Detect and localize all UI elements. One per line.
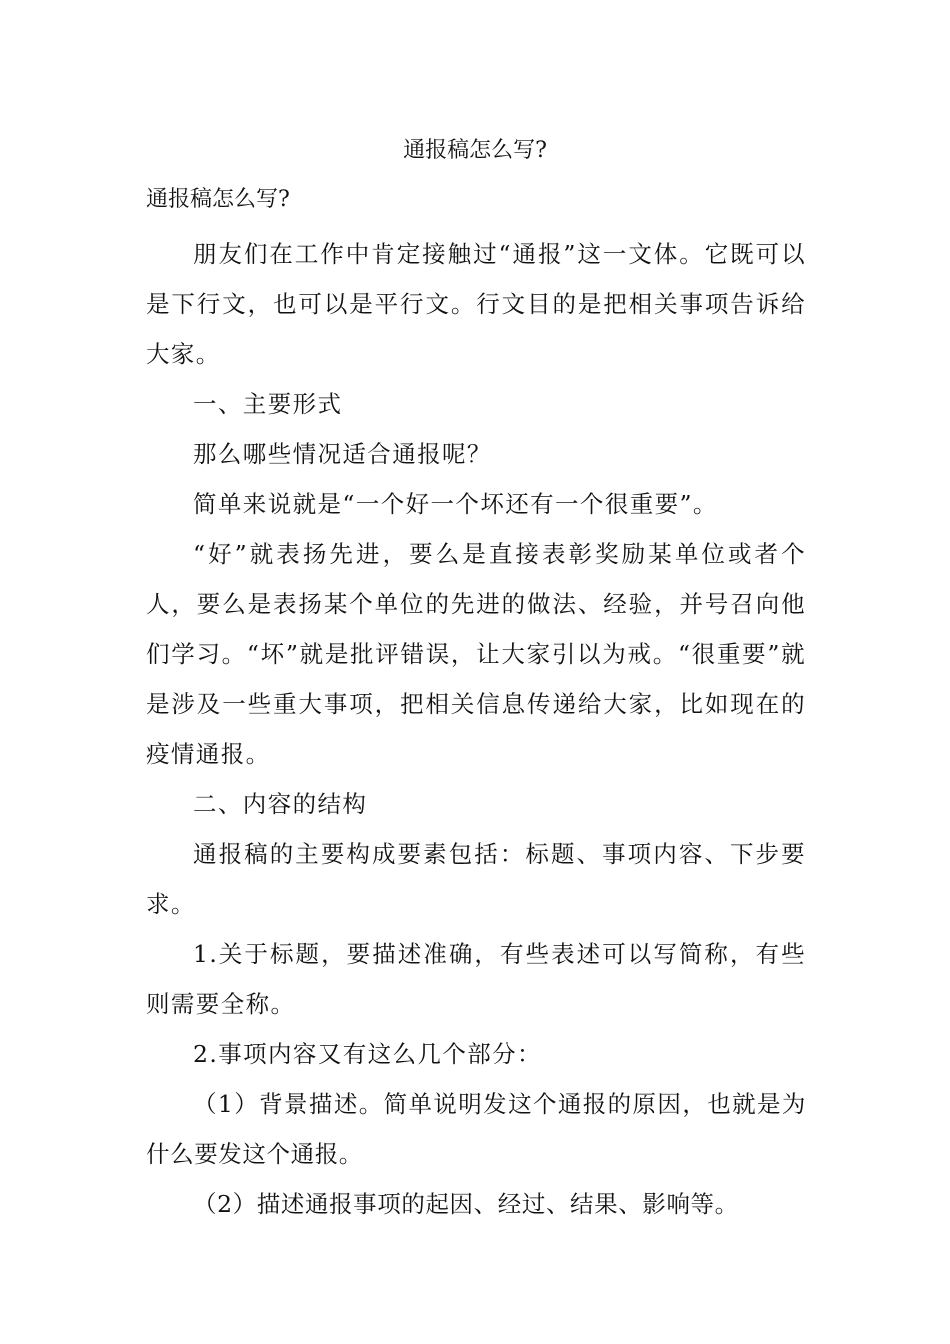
paragraph-good-bad-important: “好”就表扬先进，要么是直接表彰奖励某单位或者个人，要么是表扬某个单位的先进的做法、经验，并号召向他们学习。“坏”就是批评错误，让大家引以为戒。“很重要”就是涉及一些重大事项，把相关信息传递给大家，比如现在的疫情通报。 xyxy=(146,540,806,768)
paragraph-intro: 朋友们在工作中肯定接触过“通报”这一文体。它既可以是下行文，也可以是平行文。行文目的是把相关事项告诉给大家。 xyxy=(146,240,806,368)
sub-item-description: （2）描述通报事项的起因、经过、结果、影响等。 xyxy=(193,1190,739,1218)
list-item-content: 2.事项内容又有这么几个部分： xyxy=(193,1040,542,1068)
section-heading-structure: 二、内容的结构 xyxy=(193,790,368,818)
document-body xyxy=(146,229,806,1229)
document-subtitle: 通报稿怎么写? xyxy=(146,187,290,212)
paragraph-summary: 简单来说就是“一个好一个坏还有一个很重要”。 xyxy=(193,490,718,518)
section-heading-forms: 一、主要形式 xyxy=(193,390,343,418)
document-title: 通报稿怎么写? xyxy=(403,138,547,163)
list-item-title: 1.关于标题，要描述准确，有些表述可以写简称，有些则需要全称。 xyxy=(146,940,806,1018)
sub-item-background: （1）背景描述。简单说明发这个通报的原因，也就是为什么要发这个通报。 xyxy=(146,1090,806,1168)
paragraph-question: 那么哪些情况适合通报呢？ xyxy=(193,440,492,468)
paragraph-elements: 通报稿的主要构成要素包括：标题、事项内容、下步要求。 xyxy=(146,840,806,918)
